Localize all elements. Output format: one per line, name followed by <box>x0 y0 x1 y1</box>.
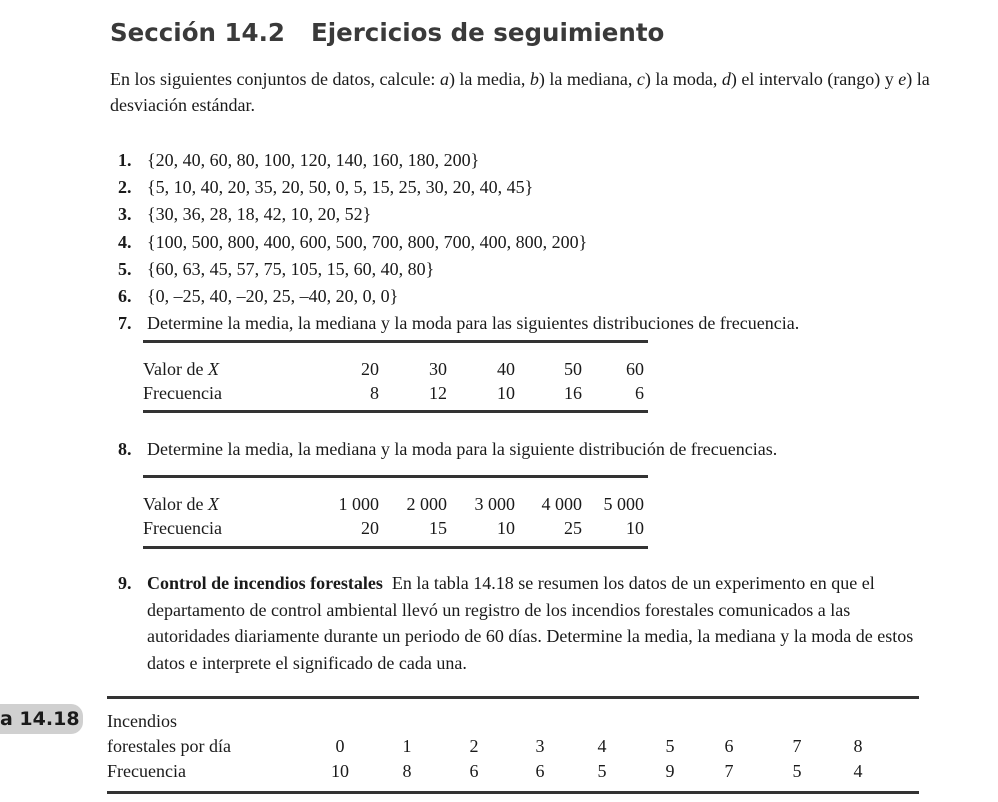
row-label-frecuencia: Frecuencia <box>143 518 222 538</box>
table-frequency: 5 <box>792 761 802 781</box>
table-frequency: 16 <box>564 383 582 403</box>
table-frequency: 7 <box>724 761 734 781</box>
table-value: 2 000 <box>406 494 447 514</box>
row-label-incendios: Incendios <box>107 711 177 731</box>
table-frequency: 6 <box>535 761 545 781</box>
table-frequency: 4 <box>853 761 863 781</box>
row-label-frecuencia: Frecuencia <box>143 383 222 403</box>
table-value: 8 <box>853 736 863 756</box>
frequency-table-8 <box>143 475 648 553</box>
table-value: 5 <box>665 736 675 756</box>
table-frequency: 20 <box>361 518 379 538</box>
exercise-4: 4. {100, 500, 800, 400, 600, 500, 700, 800, 700, 400, 800, 200} <box>118 231 588 252</box>
table-top-rule <box>143 340 648 343</box>
table-frequency: 8 <box>370 383 379 403</box>
exercise-7: 7. Determine la media, la mediana y la moda para las siguientes distribuciones de frecuencia. <box>118 313 800 334</box>
section-number: Sección 14.2 <box>110 18 285 47</box>
exercise-list <box>118 147 938 337</box>
table-value: 4 000 <box>541 494 582 514</box>
table-frequency: 25 <box>564 518 582 538</box>
exercise-9: 9. Control de incendios forestales En la tabla 14.18 se resumen los datos de un experimento en que el departamento de control ambiental llevó un registro de los incendios forestales comunicados a las autoridades diariamente durante un periodo de 60 días. Determine la media, la mediana y la moda de estos datos e interprete el significado de cada una. <box>118 573 918 673</box>
table-frequency: 10 <box>331 761 349 781</box>
table-number-tab: a 14.18 <box>0 704 83 734</box>
section-heading <box>110 18 664 47</box>
table-value: 20 <box>361 359 379 379</box>
table-frequency: 6 <box>469 761 479 781</box>
row-label-valor: Valor de X <box>143 359 219 379</box>
table-frequency: 6 <box>635 383 644 403</box>
table-frequency: 12 <box>429 383 447 403</box>
table-value: 1 <box>402 736 412 756</box>
table-frequency: 10 <box>497 383 515 403</box>
table-value: 0 <box>335 736 345 756</box>
table-value: 2 <box>469 736 479 756</box>
table-frequency: 15 <box>429 518 447 538</box>
exercise-9-title: Control de incendios forestales <box>147 573 383 593</box>
table-value: 6 <box>724 736 734 756</box>
row-label-frecuencia: Frecuencia <box>107 761 186 781</box>
exercise-2: 2. {5, 10, 40, 20, 35, 20, 50, 0, 5, 15, 25, 30, 20, 40, 45} <box>118 177 534 198</box>
row-label-valor: Valor de X <box>143 494 219 514</box>
section-title: Ejercicios de seguimiento <box>310 18 665 47</box>
exercise-3: 3. {30, 36, 28, 18, 42, 10, 20, 52} <box>118 204 372 225</box>
table-value: 3 000 <box>474 494 515 514</box>
exercise-5: 5. {60, 63, 45, 57, 75, 105, 15, 60, 40, 80} <box>118 258 435 279</box>
table-frequency: 10 <box>497 518 515 538</box>
table-value: 50 <box>564 359 582 379</box>
table-value: 60 <box>626 359 644 379</box>
table-value: 40 <box>497 359 515 379</box>
row-label-forestales: forestales por día <box>107 736 231 756</box>
table-value: 7 <box>792 736 802 756</box>
exercise-6: 6. {0, –25, 40, –20, 25, –40, 20, 0, 0} <box>118 285 399 306</box>
table-bottom-rule <box>143 546 648 549</box>
table-frequency: 9 <box>665 761 675 781</box>
table-value: 5 000 <box>603 494 644 514</box>
table-value: 4 <box>597 736 607 756</box>
table-frequency: 10 <box>626 518 644 538</box>
table-frequency: 5 <box>597 761 607 781</box>
table-top-rule <box>107 696 919 699</box>
exercise-1: 1. {20, 40, 60, 80, 100, 120, 140, 160, 180, 200} <box>118 150 480 170</box>
intro-paragraph: En los siguientes conjuntos de datos, calcule: a) la media, b) la mediana, c) la moda, d) el intervalo (rango) y e) la desviación estándar. <box>110 69 930 115</box>
table-value: 30 <box>429 359 447 379</box>
table-value: 1 000 <box>338 494 379 514</box>
table-bottom-rule <box>143 410 648 413</box>
frequency-table-7 <box>143 340 648 418</box>
table-frequency: 8 <box>402 761 412 781</box>
table-value: 3 <box>535 736 545 756</box>
frequency-table-14-18 <box>107 696 919 796</box>
exercise-8: 8. Determine la media, la mediana y la moda para la siguiente distribución de frecuencias. <box>118 439 778 459</box>
table-top-rule <box>143 475 648 478</box>
table-bottom-rule <box>107 791 919 794</box>
